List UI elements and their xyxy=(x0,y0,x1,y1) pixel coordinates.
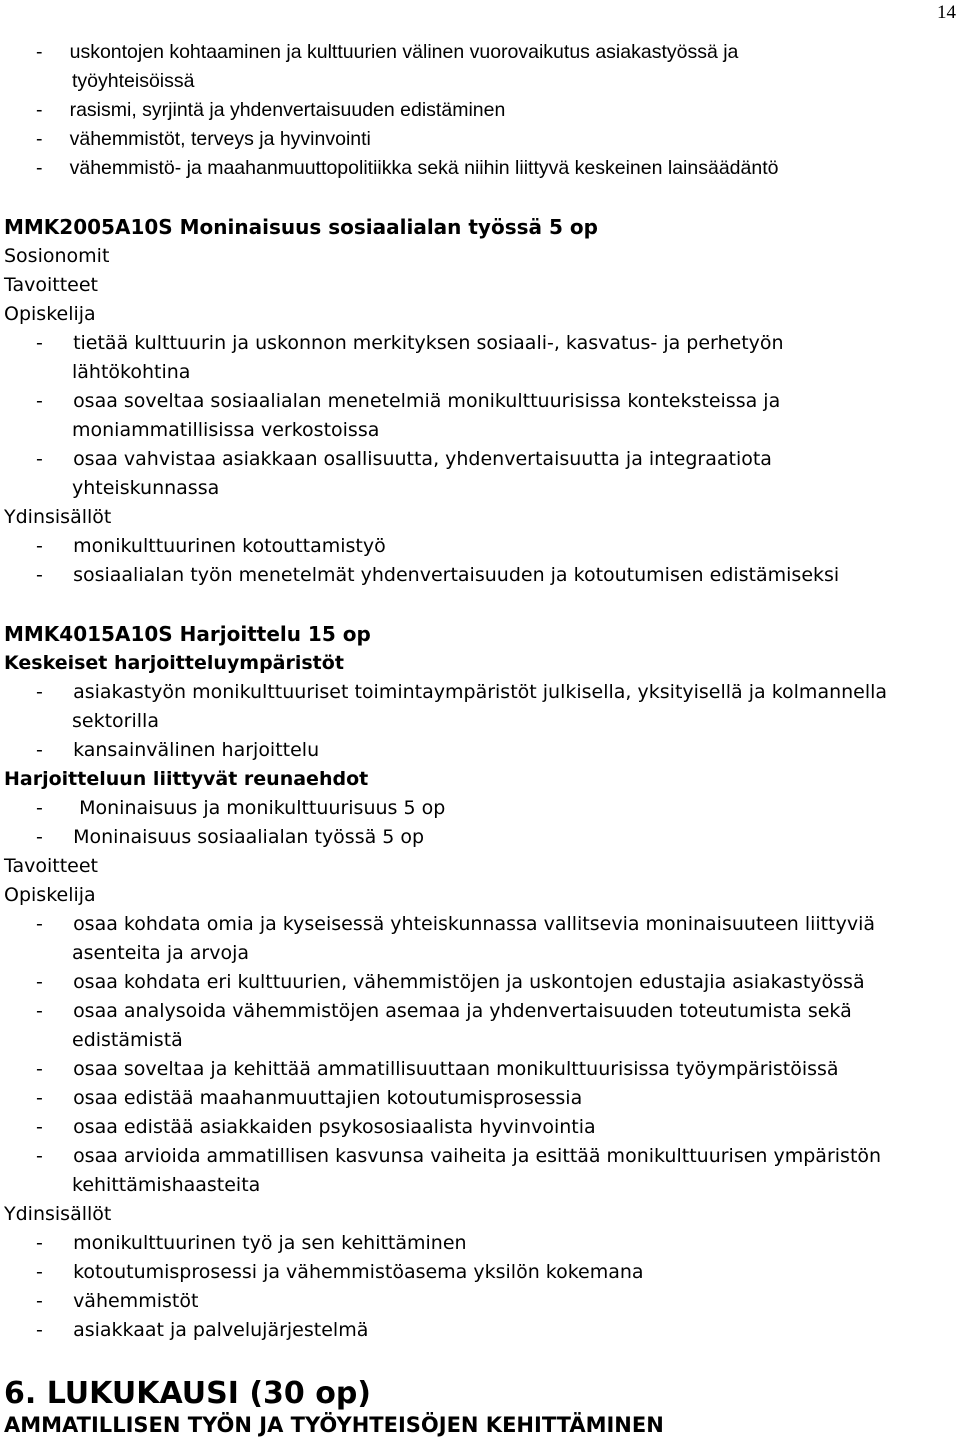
course-title: MMK2005A10S Moninaisuus sosiaalialan työssä 5 op xyxy=(4,215,598,239)
environment-item: - kansainvälinen harjoittelu xyxy=(36,739,320,761)
goal-item: - osaa vahvistaa asiakkaan osallisuutta, yhdenvertaisuutta ja integraatiota xyxy=(36,448,772,470)
goals-heading: Tavoitteet xyxy=(4,855,98,877)
goal-item: - osaa soveltaa sosiaalialan menetelmiä monikulttuurisissa konteksteissa ja xyxy=(36,390,781,412)
content-heading: Ydinsisällöt xyxy=(4,1203,112,1225)
student-label: Opiskelija xyxy=(4,884,96,906)
prerequisite-item: - Moninaisuus sosiaalialan työssä 5 op xyxy=(36,826,425,848)
intro-list xyxy=(4,38,954,183)
goal-item: - osaa edistää maahanmuuttajien kotoutumisprosessia xyxy=(36,1087,583,1109)
goals-heading: Tavoitteet xyxy=(4,274,98,296)
list-item: - uskontojen kohtaaminen ja kulttuurien välinen vuorovaikutus asiakastyössä ja xyxy=(36,41,739,63)
goal-item: - osaa edistää asiakkaiden psykososiaalista hyvinvointia xyxy=(36,1116,596,1138)
goal-item: - osaa arvioida ammatillisen kasvunsa vaiheita ja esittää monikulttuurisen ympäristön xyxy=(36,1145,882,1167)
course-title: MMK4015A10S Harjoittelu 15 op xyxy=(4,622,371,646)
semester-title: 6. LUKUKAUSI (30 op) xyxy=(4,1376,372,1411)
page-number: 14 xyxy=(937,2,956,23)
content-item: - sosiaalialan työn menetelmät yhdenvertaisuuden ja kotoutumisen edistämiseksi xyxy=(36,564,840,586)
course-section xyxy=(4,212,954,590)
list-item: - vähemmistö- ja maahanmuuttopolitiikka sekä niihin liittyvä keskeinen lainsäädäntö xyxy=(36,157,779,179)
prerequisite-item: - Moninaisuus ja monikulttuurisuus 5 op xyxy=(36,797,446,819)
goal-item: - osaa analysoida vähemmistöjen asemaa ja yhdenvertaisuuden toteutumista sekä xyxy=(36,1000,852,1022)
student-label: Opiskelija xyxy=(4,303,96,325)
course-section xyxy=(4,619,954,1345)
environment-item-continuation: sektorilla xyxy=(72,710,159,732)
list-item-continuation: työyhteisöissä xyxy=(72,70,195,92)
semester-subtitle: AMMATILLISEN TYÖN JA TYÖYHTEISÖJEN KEHITTÄMINEN xyxy=(4,1413,664,1437)
goal-item-continuation: kehittämishaasteita xyxy=(72,1174,261,1196)
environment-item: - asiakastyön monikulttuuriset toimintaympäristöt julkisella, yksityisellä ja kolmannella xyxy=(36,681,888,703)
content-heading: Ydinsisällöt xyxy=(4,506,112,528)
goal-item: - tietää kulttuurin ja uskonnon merkityksen sosiaali-, kasvatus- ja perhetyön xyxy=(36,332,784,354)
goal-item-continuation: moniammatillisissa verkostoissa xyxy=(72,419,380,441)
content-item: - monikulttuurinen kotouttamistyö xyxy=(36,535,386,557)
list-item: - rasismi, syrjintä ja yhdenvertaisuuden edistäminen xyxy=(36,99,506,121)
content-item: - kotoutumisprosessi ja vähemmistöasema yksilön kokemana xyxy=(36,1261,644,1283)
goal-item: - osaa kohdata omia ja kyseisessä yhteiskunnassa vallitsevia moninaisuuteen liittyviä xyxy=(36,913,875,935)
goal-item-continuation: lähtökohtina xyxy=(72,361,191,383)
document-body xyxy=(4,38,954,1438)
content-item: - monikulttuurinen työ ja sen kehittäminen xyxy=(36,1232,467,1254)
goal-item: - osaa kohdata eri kulttuurien, vähemmistöjen ja uskontojen edustajia asiakastyössä xyxy=(36,971,865,993)
goal-item: - osaa soveltaa ja kehittää ammatillisuuttaan monikulttuurisissa työympäristöissä xyxy=(36,1058,839,1080)
content-item: - asiakkaat ja palvelujärjestelmä xyxy=(36,1319,369,1341)
goal-item-continuation: yhteiskunnassa xyxy=(72,477,220,499)
content-item: - vähemmistöt xyxy=(36,1290,199,1312)
prerequisite-heading: Harjoitteluun liittyvät reunaehdot xyxy=(4,768,369,790)
environment-heading: Keskeiset harjoitteluympäristöt xyxy=(4,652,344,674)
audience-label: Sosionomit xyxy=(4,245,110,267)
goal-item-continuation: edistämistä xyxy=(72,1029,183,1051)
goal-item-continuation: asenteita ja arvoja xyxy=(72,942,250,964)
list-item: - vähemmistöt, terveys ja hyvinvointi xyxy=(36,128,371,150)
